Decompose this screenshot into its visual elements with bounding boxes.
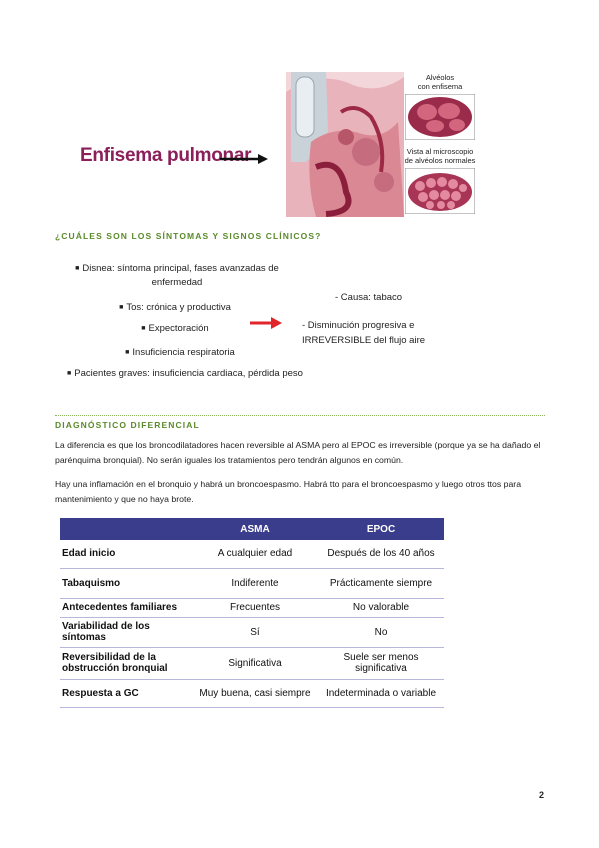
lung-illustration <box>286 72 404 217</box>
epoc-cell: Suele ser menos significativa <box>318 647 444 679</box>
section-heading-symptoms: ¿CUÁLES SON LOS SÍNTOMAS Y SIGNOS CLÍNICOS? <box>55 231 322 241</box>
table-header-empty <box>60 518 192 540</box>
asma-cell: Sí <box>192 617 318 647</box>
comparison-table <box>60 518 444 708</box>
table-header-asma: ASMA <box>192 518 318 540</box>
symptom-item: ■ Pacientes graves: insuficiencia cardiaca, pérdida peso <box>67 368 303 379</box>
decline-text: - Disminución progresiva e IRREVERSIBLE del flujo aire <box>302 320 426 346</box>
table-row <box>60 598 444 617</box>
epoc-cell: Prácticamente siempre <box>318 568 444 598</box>
asma-cell: Significativa <box>192 647 318 679</box>
epoc-cell: Indeterminada o variable <box>318 679 444 707</box>
epoc-cell: Después de los 40 años <box>318 540 444 568</box>
arrow-right-icon <box>220 153 268 165</box>
asma-cell: Frecuentes <box>192 598 318 617</box>
paragraph: Hay una inflamación en el bronquio y habrá un broncoespasmo. Habrá tto para el broncoespasmo y luego otros ttos para mantenimiento y que no haya brote. <box>55 479 522 504</box>
table-row <box>60 679 444 707</box>
section-heading-differential: DIAGNÓSTICO DIFERENCIAL <box>55 420 200 430</box>
normal-alveoli-image <box>405 168 475 214</box>
asma-cell: Indiferente <box>192 568 318 598</box>
epoc-cell: No valorable <box>318 598 444 617</box>
row-label: Antecedentes familiares <box>60 598 192 617</box>
row-label: Respuesta a GC <box>60 679 192 707</box>
section-divider <box>55 415 545 416</box>
symptom-item: ■ Expectoración <box>141 323 209 334</box>
emphysema-alveoli-image <box>405 94 475 140</box>
row-label: Reversibilidad de la obstrucción bronquial <box>60 647 192 679</box>
normal-alveoli-label: Vista al microscopio de alvéolos normales <box>404 147 476 165</box>
symptom-item: ■ Disnea: síntoma principal, fases avanzadas de enfermedad <box>75 263 279 288</box>
table-row <box>60 540 444 568</box>
asma-cell: A cualquier edad <box>192 540 318 568</box>
row-label: Edad inicio <box>60 540 192 568</box>
symptom-item: ■ Tos: crónica y productiva <box>119 302 231 313</box>
row-label: Variabilidad de los síntomas <box>60 617 192 647</box>
page-number: 2 <box>539 790 545 800</box>
figure-title: Enfisema pulmonar <box>80 145 252 166</box>
table-header-epoc: EPOC <box>318 518 444 540</box>
table-row <box>60 647 444 679</box>
table-header-row <box>60 518 444 540</box>
epoc-cell: No <box>318 617 444 647</box>
cause-text: - Causa: tabaco <box>335 292 403 303</box>
row-label: Tabaquismo <box>60 568 192 598</box>
asma-cell: Muy buena, casi siempre <box>192 679 318 707</box>
emphysema-alveoli-label: Alvéolos con enfisema <box>417 73 463 91</box>
symptom-item: ■ Insuficiencia respiratoria <box>125 347 235 358</box>
table-row <box>60 568 444 598</box>
red-arrow-icon <box>250 317 282 329</box>
paragraph: La diferencia es que los broncodilatadores hacen reversible al ASMA pero al EPOC es irreversible (porque ya se ha dañado el parénquima bronquial). No serán iguales los tratamientos pero tendrán algunos en común. <box>55 440 541 465</box>
table-row <box>60 617 444 647</box>
